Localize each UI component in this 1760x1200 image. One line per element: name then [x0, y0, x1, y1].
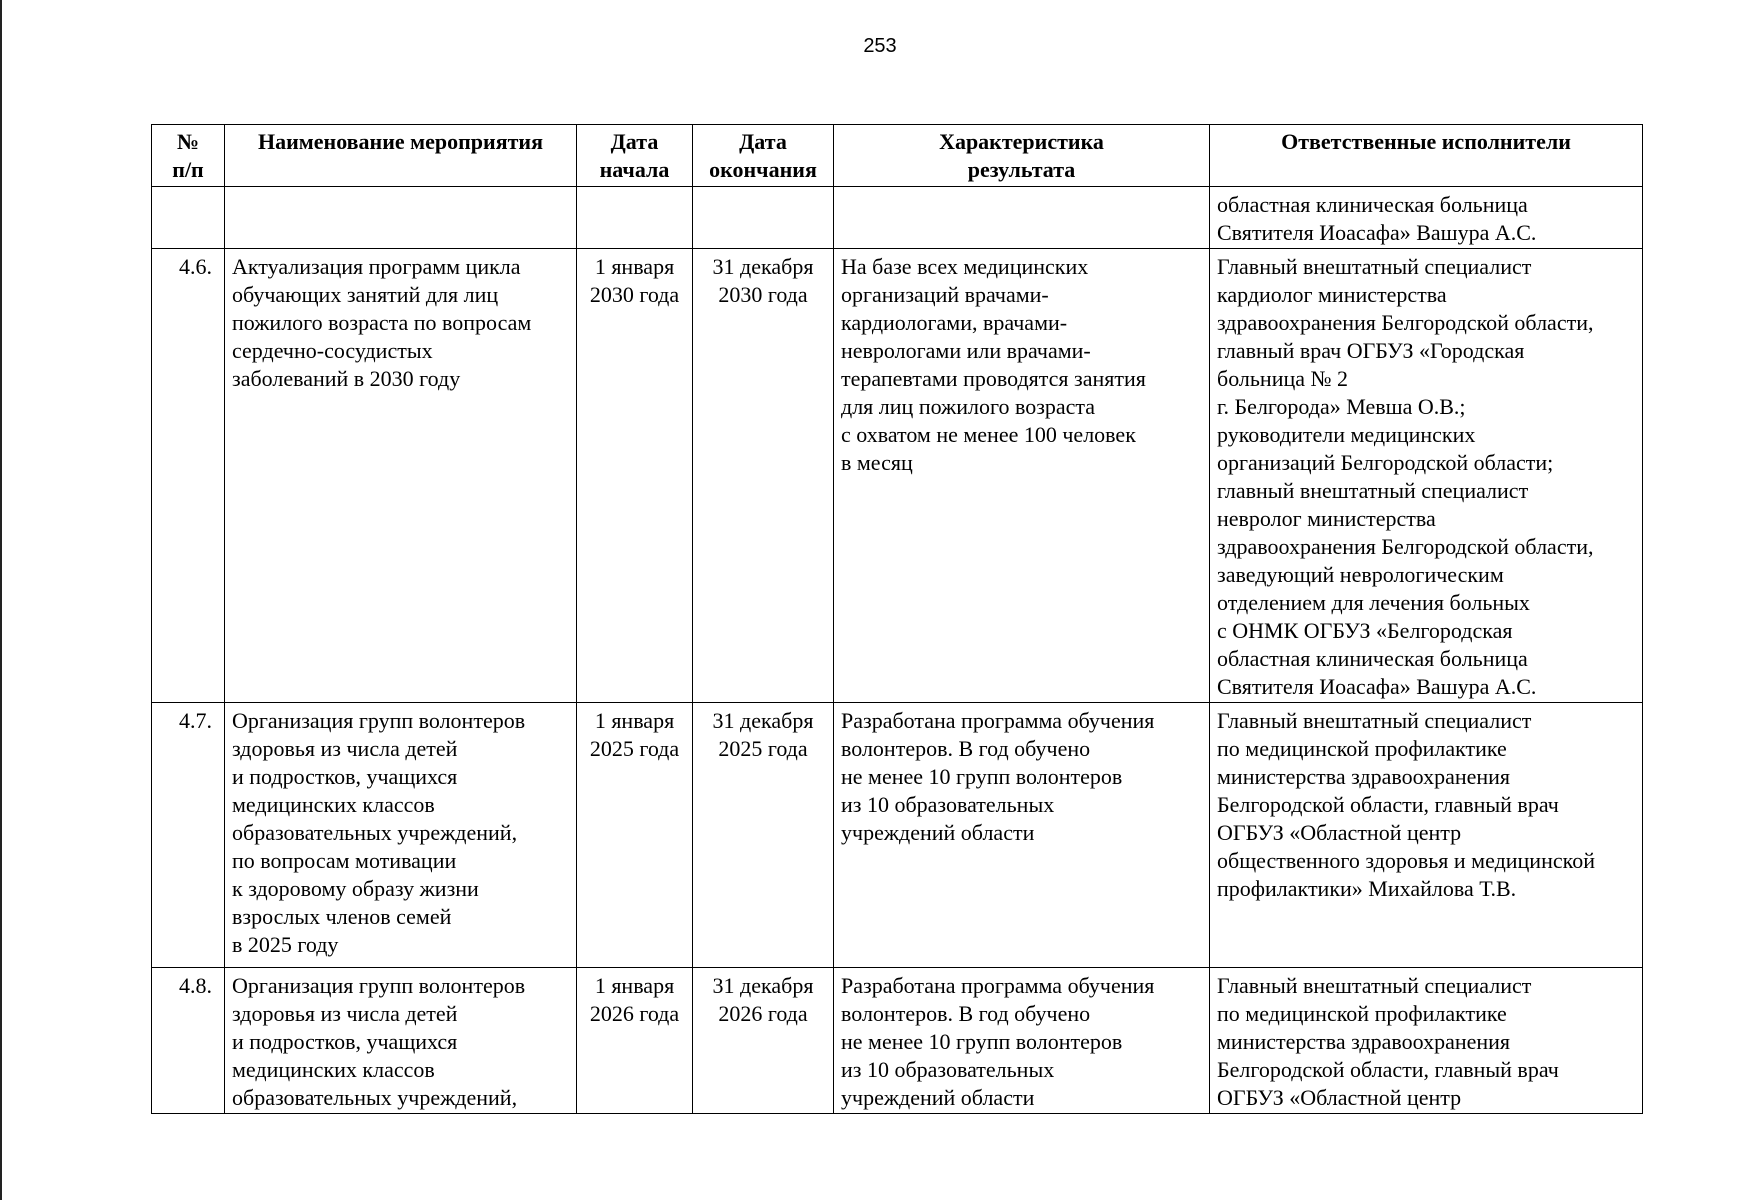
cell-start-date: 1 января 2025 года: [577, 703, 693, 968]
cell-end-date: [693, 187, 834, 249]
cell-result: На базе всех медицинских организаций врачами- кардиологами, врачами- неврологами или врачами- терапевтами проводятся занятия для лиц пожилого возраста с охватом не менее 100 человек в месяц: [834, 249, 1210, 703]
cell-no: [152, 187, 225, 249]
cell-result: Разработана программа обучения волонтеров. В год обучено не менее 10 групп волонтеров из 10 образовательных учреждений области: [834, 703, 1210, 968]
cell-end-date: 31 декабря 2025 года: [693, 703, 834, 968]
cell-name: [225, 187, 577, 249]
cell-start-date: 1 января 2026 года: [577, 968, 693, 1114]
cell-responsible: Главный внештатный специалист по медицинской профилактике министерства здравоохранения Белгородской области, главный врач ОГБУЗ «Областной центр: [1210, 968, 1643, 1114]
header-end-date: Дата окончания: [693, 125, 834, 187]
cell-name: Организация групп волонтеров здоровья из числа детей и подростков, учащихся медицинских классов образовательных учреждений,: [225, 968, 577, 1114]
table-row: [152, 703, 1643, 968]
cell-no: 4.6.: [152, 249, 225, 703]
scan-left-edge: [0, 0, 2, 1200]
cell-no: 4.8.: [152, 968, 225, 1114]
cell-no: 4.7.: [152, 703, 225, 968]
header-responsible: Ответственные исполнители: [1210, 125, 1643, 187]
cell-responsible: Главный внештатный специалист кардиолог министерства здравоохранения Белгородской области, главный врач ОГБУЗ «Городская больница № 2 г. Белгорода» Мевша О.В.; руководители медицинских организаций Белгородской области; главный внештатный специалист невролог министерства здравоохранения Белгородской области, заведующий неврологическим отделением для лечения больных с ОНМК ОГБУЗ «Белгородская областная клиническая больница Святителя Иоасафа» Вашура А.С.: [1210, 249, 1643, 703]
cell-end-date: 31 декабря 2026 года: [693, 968, 834, 1114]
header-start-date: Дата начала: [577, 125, 693, 187]
table-row-continuation: [152, 187, 1643, 249]
cell-responsible: областная клиническая больница Святителя Иоасафа» Вашура А.С.: [1210, 187, 1643, 249]
cell-result: [834, 187, 1210, 249]
header-result: Характеристика результата: [834, 125, 1210, 187]
table-row: [152, 968, 1643, 1114]
table-header-row: [152, 125, 1643, 187]
cell-start-date: [577, 187, 693, 249]
cell-end-date: 31 декабря 2030 года: [693, 249, 834, 703]
cell-responsible: Главный внештатный специалист по медицинской профилактике министерства здравоохранения Белгородской области, главный врач ОГБУЗ «Областной центр общественного здоровья и медицинской профилактики» Михайлова Т.В.: [1210, 703, 1643, 968]
header-name: Наименование мероприятия: [225, 125, 577, 187]
cell-name: Организация групп волонтеров здоровья из числа детей и подростков, учащихся медицинских классов образовательных учреждений, по вопросам мотивации к здоровому образу жизни взрослых членов семей в 2025 году: [225, 703, 577, 968]
events-table: [151, 124, 1643, 1114]
page-number: 253: [863, 35, 897, 57]
header-no: № п/п: [152, 125, 225, 187]
cell-result: Разработана программа обучения волонтеров. В год обучено не менее 10 групп волонтеров из 10 образовательных учреждений области: [834, 968, 1210, 1114]
cell-name: Актуализация программ цикла обучающих занятий для лиц пожилого возраста по вопросам сердечно-сосудистых заболеваний в 2030 году: [225, 249, 577, 703]
cell-start-date: 1 января 2030 года: [577, 249, 693, 703]
table-row: [152, 249, 1643, 703]
